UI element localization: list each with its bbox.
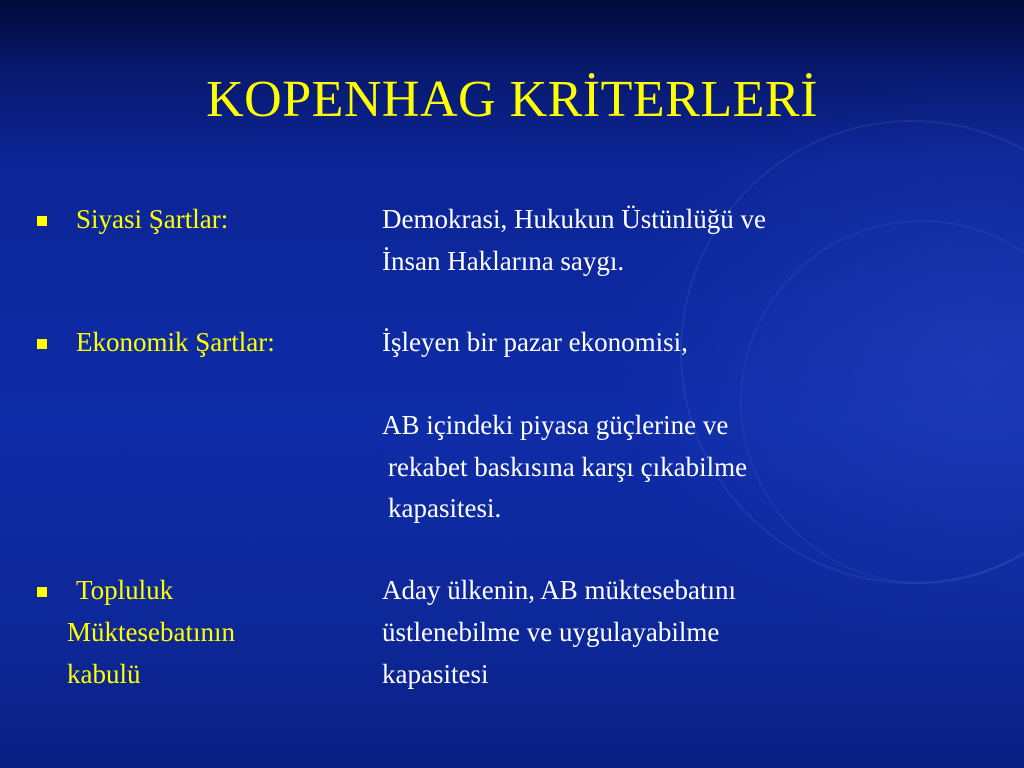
item-label-topluluk: Topluluk [76,575,174,605]
item-text-line: AB içindeki piyasa güçlerine ve [382,410,729,440]
bullet-icon [37,339,47,349]
item-text-line: kapasitesi. [388,493,502,523]
item-label-ekonomik: Ekonomik Şartlar: [76,327,275,357]
slide-title: KOPENHAG KRİTERLERİ [206,71,818,128]
item-label-topluluk: kabulü [67,659,141,689]
item-text-line: kapasitesi [382,659,489,689]
background-swirl [680,120,1024,584]
item-text-line: Aday ülkenin, AB müktesebatını [382,575,736,605]
item-text-line: rekabet baskısına karşı çıkabilme [388,452,748,482]
item-text-line: İşleyen bir pazar ekonomisi, [382,327,688,357]
bullet-icon [37,587,47,597]
item-label-topluluk: Müktesebatının [67,617,235,647]
item-label-siyasi: Siyasi Şartlar: [76,204,229,234]
item-text-line: İnsan Haklarına saygı. [382,246,625,276]
item-text-line: üstlenebilme ve uygulayabilme [382,617,720,647]
item-text-line: Demokrasi, Hukukun Üstünlüğü ve [382,204,766,234]
background-swirl-inner [740,220,1024,584]
bullet-icon [37,216,47,226]
